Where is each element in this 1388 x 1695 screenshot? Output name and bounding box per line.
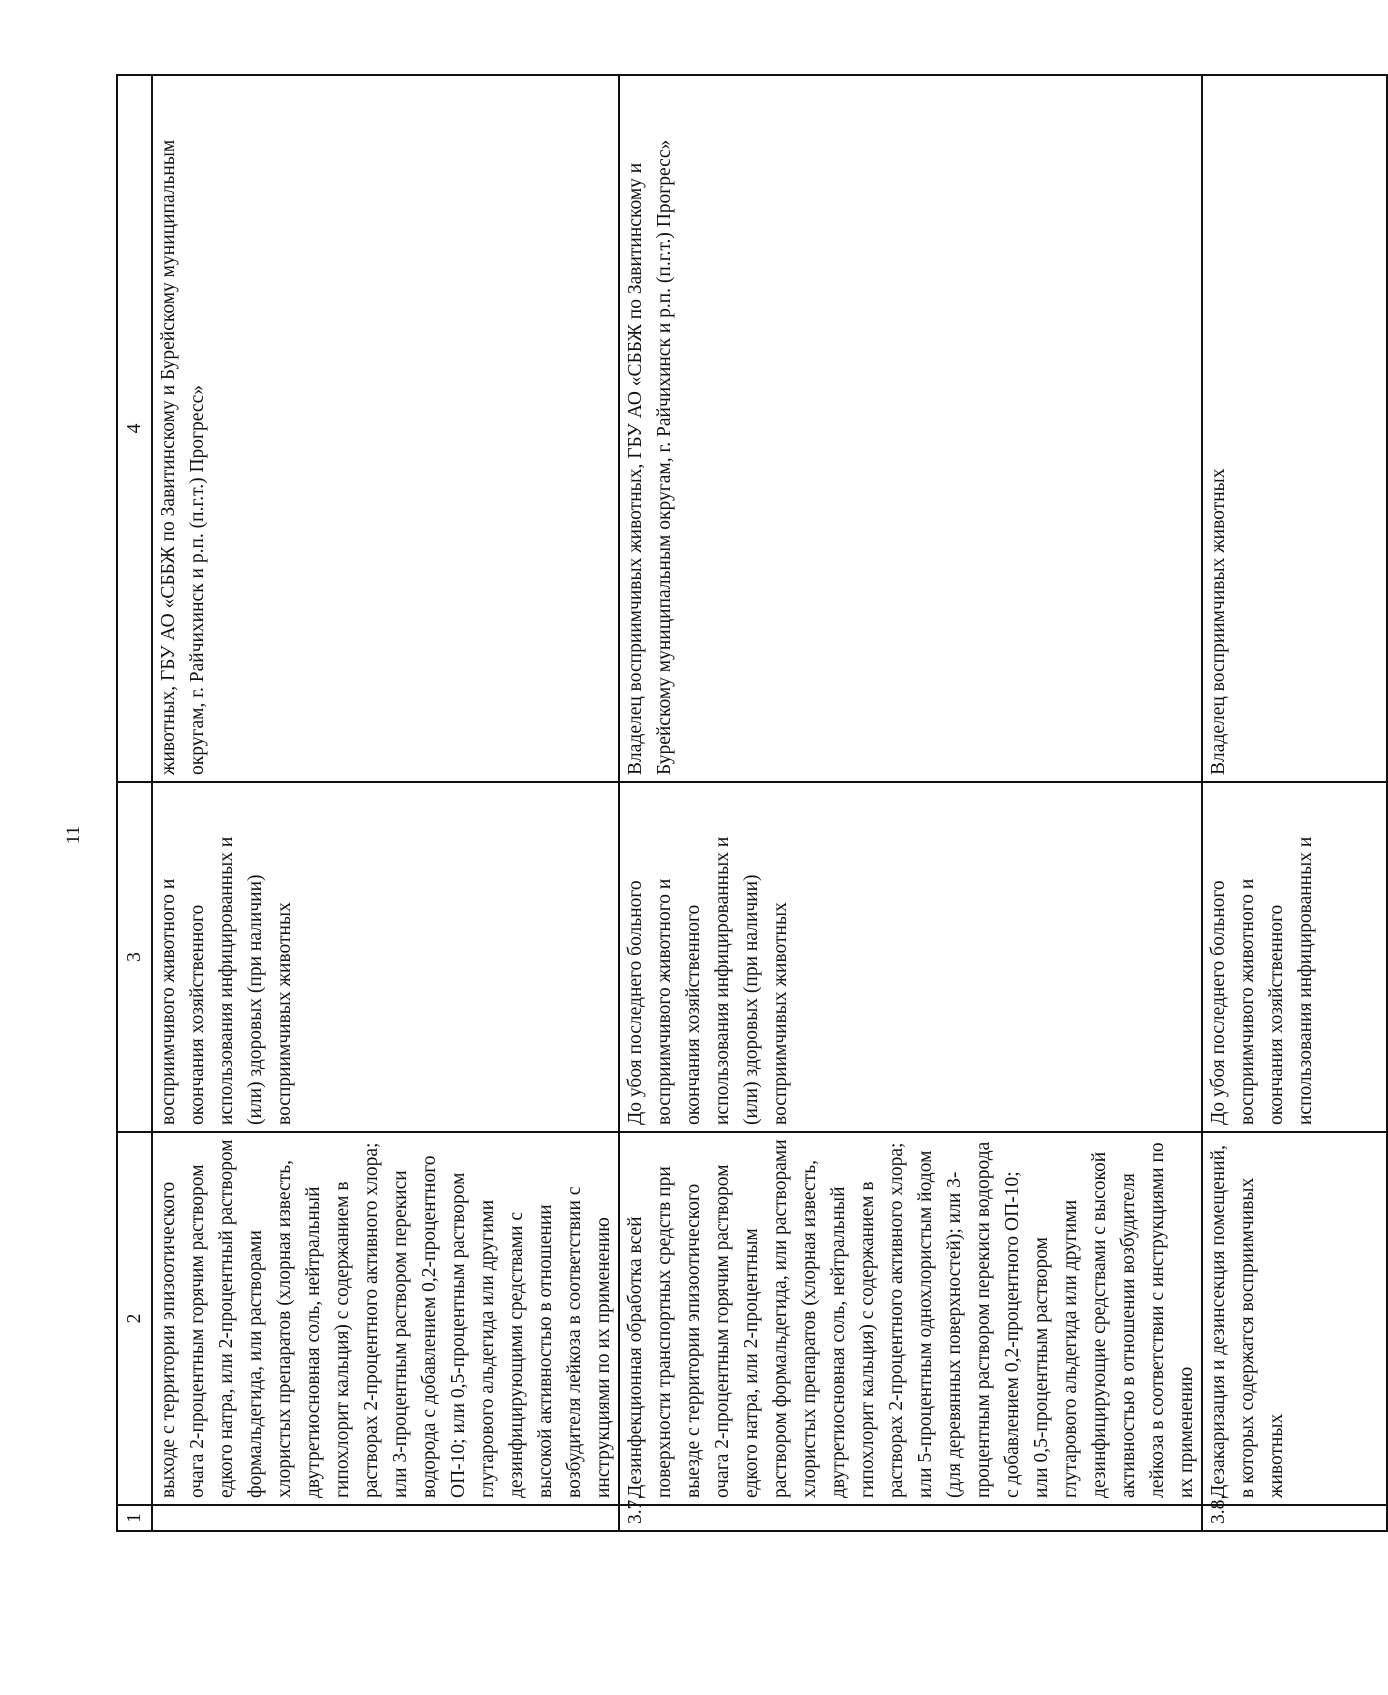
action-cell (1202, 1132, 1387, 1505)
responsible-text: Владелец восприимчивых животных (1208, 468, 1229, 775)
column-header-4: 4 (117, 75, 152, 782)
responsible-cell (1202, 75, 1387, 782)
row-number-cell (152, 1505, 619, 1531)
measures-table (116, 74, 1388, 1532)
deadline-text: восприимчивого животного и окончания хозяйственного использования инфицированных и (или) здоровых (при наличии) восприимчивых животных (158, 836, 295, 1125)
responsible-text: животных, ГБУ АО «СББЖ по Завитинскому и Бурейскому муниципальным округам, г. Райчихинск и р.п. (п.г.т.) Прогресс» (158, 139, 208, 775)
column-header-3: 3 (117, 782, 152, 1132)
row-number-cell (619, 1494, 1202, 1531)
row-number: 3.7. (625, 1494, 646, 1524)
deadline-cell (619, 782, 1202, 1132)
action-cell (152, 1132, 619, 1505)
column-header-1: 1 (117, 1505, 152, 1531)
table-row (152, 75, 619, 1531)
action-text: Дезакаризация и дезинсекция помещений, в которых содержатся восприимчивых животных (1208, 1145, 1287, 1498)
deadline-text: До убоя последнего больного восприимчивого животного и окончания хозяйственного использования инфицированных и (или) здоровых (при наличии) восприимчивых животных (625, 836, 791, 1125)
table-header-row (117, 75, 152, 1531)
deadline-cell (152, 782, 619, 1132)
row-number-cell (1202, 1494, 1387, 1531)
table-row (1202, 75, 1387, 1531)
action-cell (619, 1132, 1202, 1505)
table-row (619, 75, 1202, 1531)
responsible-text: Владелец восприимчивых животных, ГБУ АО «СББЖ по Завитинскому и Бурейскому муниципальным округам, г. Райчихинск и р.п. (п.г.т.) Прогресс» (625, 139, 675, 775)
action-text: выходе с территории эпизоотического очага 2-процентным горячим раствором едкого натра, или 2-процентный раствором формальдегида, или растворами хлористых препаратов (хлорная известь, двутретиосновная соль, нейтральный гипохлорит кальция) с содержанием в растворах 2-процентного активного хлора; или 3-процентным раствором перекиси водорода с добавлением 0,2-процентного ОП-10; или 0,5-процентным раствором глутарового альдегида или другими дезинфицирующими средствами с высокой активностью в отношении возбудителя лейкоза в соответствии с инструкциями по их применению (158, 1139, 614, 1498)
deadline-cell (1202, 782, 1387, 1132)
rotated-table-container (116, 76, 1316, 1532)
column-header-2: 2 (117, 1132, 152, 1505)
action-text: Дезинфекционная обработка всей поверхности транспортных средств при выезде с территории эпизоотического очага 2-процентным горячим раствором едкого натра, или 2-процентным раствором формальдегида, или растворами хлористых препаратов (хлорная известь, двутретиосновная соль, нейтральный гипохлорит кальция) с содержанием в растворах 2-процентного активного хлора; или 5-процентным однохлористым йодом (для деревянных поверхностей); или 3-процентным раствором перекиси водорода с добавлением 0,2-процентного ОП-10; или 0,5-процентным раствором глутарового альдегида или другими дезинфицирующие средствами с высокой активностью в отношении возбудителя лейкоза в соответствии с инструкциями по их применению (625, 1139, 1197, 1498)
responsible-cell (619, 75, 1202, 782)
responsible-cell (152, 75, 619, 782)
page-number: 11 (62, 825, 84, 845)
deadline-text: До убоя последнего больного восприимчивого животного и окончания хозяйственного использования инфицированных и (1208, 836, 1316, 1125)
row-number: 3.8. (1208, 1494, 1229, 1524)
